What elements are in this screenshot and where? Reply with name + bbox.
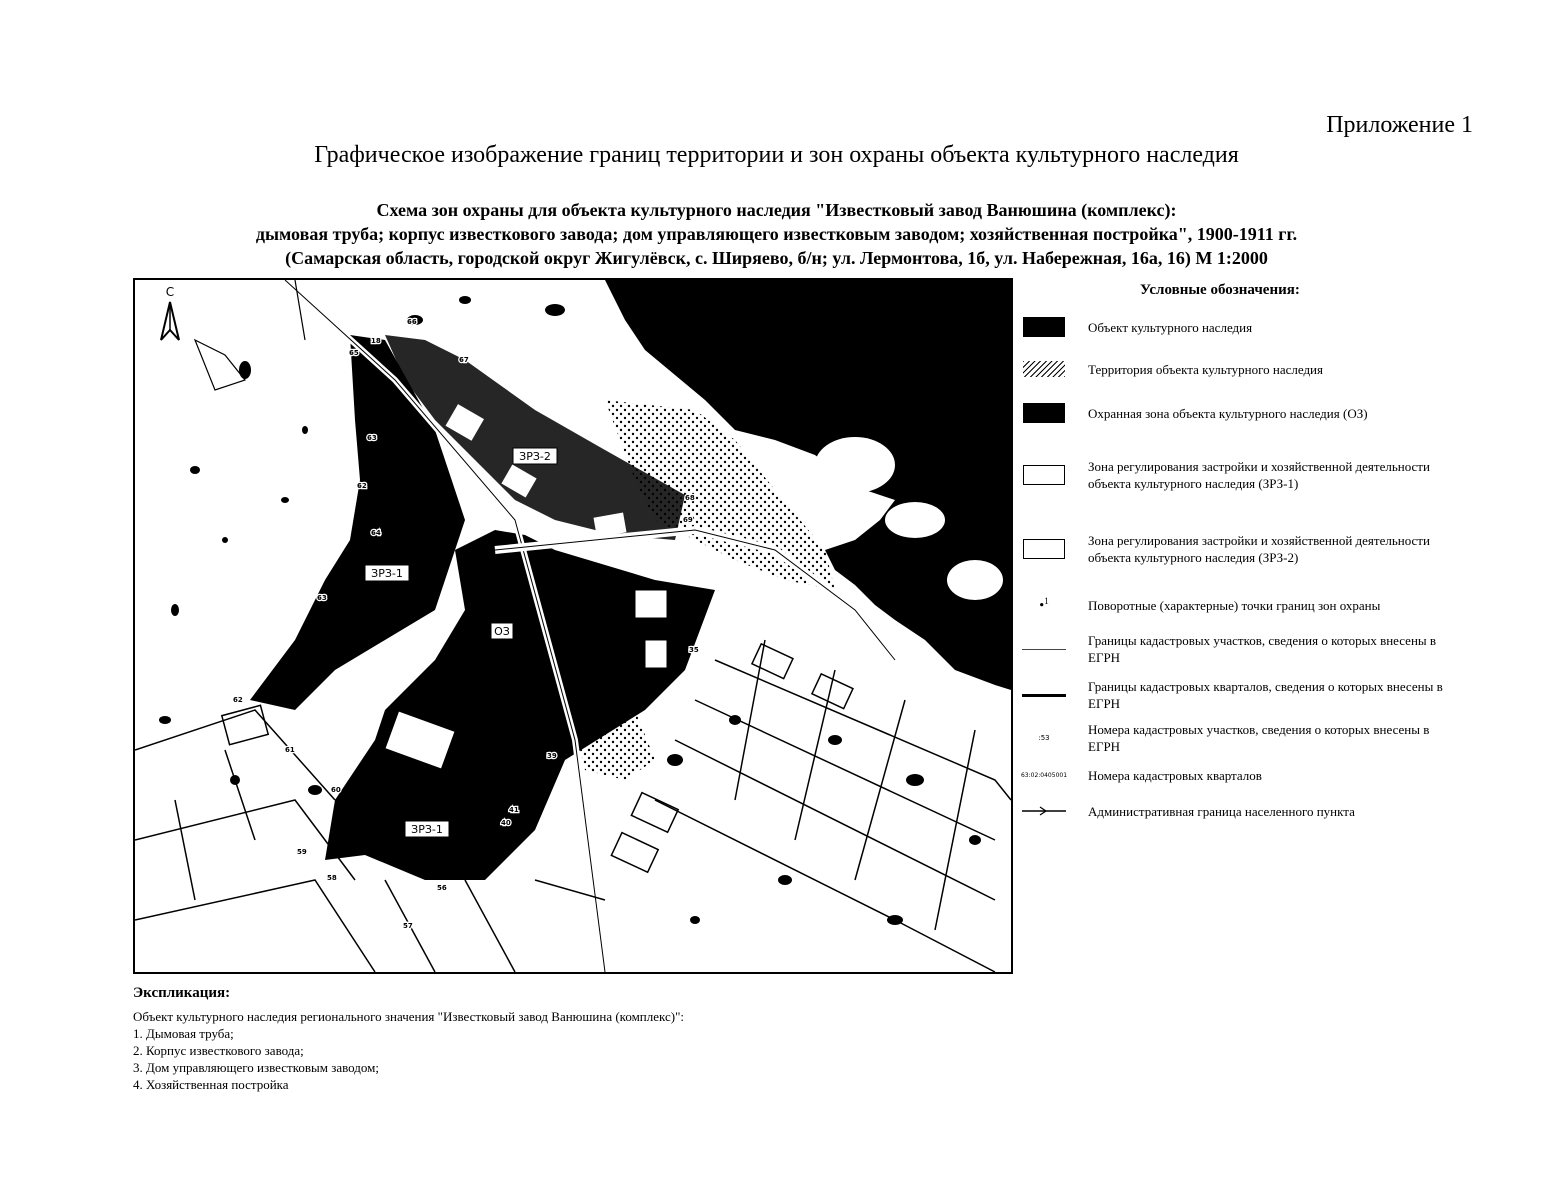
point-number: 65 <box>349 349 359 357</box>
water-patch <box>885 502 945 538</box>
legend-small-number-icon <box>1022 764 1066 786</box>
explication-item: 2. Корпус известкового завода; <box>133 1043 304 1058</box>
legend-arrow-line-icon <box>1022 800 1066 822</box>
legend-title: Условные обозначения: <box>1140 282 1300 298</box>
legend-text: Номера кадастровых кварталов <box>1088 767 1262 783</box>
legend-item-quarter-boundaries <box>1022 678 1448 712</box>
point-number: 62 <box>233 696 243 704</box>
scheme-title-line-2: дымовая труба; корпус известкового завода; дом управляющего известковым заводом; хозяйственная постройка", 1900-1911 гг. <box>255 224 1298 244</box>
legend-point-sample: 1 <box>1044 595 1049 606</box>
legend-text: Границы кадастровых кварталов, сведения о которых внесены в ЕГРН <box>1088 679 1443 711</box>
legend-item-parcel-boundaries <box>1022 632 1448 666</box>
zone-label-zrz1-upper: ЗРЗ-1 <box>371 567 403 580</box>
point-number: 58 <box>327 874 337 882</box>
cadastral-parcels <box>611 640 1011 972</box>
point-number: 63 <box>317 594 327 602</box>
explication-item: 3. Дом управляющего известковым заводом; <box>133 1060 379 1075</box>
legend-item-parcel-numbers <box>1022 721 1448 755</box>
zone-label-oz: ОЗ <box>494 625 510 638</box>
explication-intro: Объект культурного наследия регионального значения "Известковый завод Ванюшина (комплекс)": <box>133 1009 685 1024</box>
legend-item-protection-zone <box>1022 402 1448 424</box>
legend-text: Административная граница населенного пункта <box>1088 803 1355 819</box>
point-number: 56 <box>437 884 447 892</box>
legend-item-heritage-territory <box>1022 358 1448 380</box>
legend-point-icon: •$^1$ <box>1039 595 1049 614</box>
explication-item: 4. Хозяйственная постройка <box>133 1077 289 1092</box>
explication <box>133 985 684 1093</box>
legend-item-zrz1 <box>1022 458 1448 492</box>
legend-parcel-sample: :53 <box>1038 734 1050 742</box>
explication-item: 1. Дымовая труба; <box>133 1026 234 1041</box>
building <box>645 640 667 668</box>
point-number: 66 <box>407 318 417 326</box>
point-number: 68 <box>685 494 695 502</box>
legend-text: Границы кадастровых участков, сведения о которых внесены в ЕГРН <box>1088 633 1437 665</box>
legend-hatched-icon <box>1022 358 1066 380</box>
legend-solid-black-icon <box>1022 402 1066 424</box>
point-number: 35 <box>689 646 699 654</box>
point-number: 18 <box>371 337 381 345</box>
legend-outlined-box-icon <box>1022 464 1066 486</box>
point-number: 67 <box>459 356 469 364</box>
legend-text: Зона регулирования застройки и хозяйственной деятельности объекта культурного наследия (ЗРЗ-1) <box>1088 459 1430 491</box>
map-drawing <box>135 280 1011 972</box>
appendix-label: Приложение 1 <box>1326 112 1473 138</box>
legend-item-quarter-numbers <box>1022 764 1448 786</box>
point-number: 61 <box>285 746 295 754</box>
legend-thick-line-icon <box>1022 684 1066 706</box>
point-number: 69 <box>683 516 693 524</box>
legend-text: Объект культурного наследия <box>1088 319 1253 335</box>
legend-item-heritage-object <box>1022 316 1448 338</box>
point-number: 59 <box>297 848 307 856</box>
water-patch <box>947 560 1003 600</box>
legend-text: Поворотные (характерные) точки границ зон охраны <box>1088 597 1381 613</box>
legend-item-zrz2 <box>1022 532 1448 566</box>
legend-text: Номера кадастровых участков, сведения о которых внесены в ЕГРН <box>1088 722 1430 754</box>
legend-text: Зона регулирования застройки и хозяйственной деятельности объекта культурного наследия (ЗРЗ-2) <box>1088 533 1430 565</box>
point-number: 41 <box>509 806 519 814</box>
legend-solid-black-icon <box>1022 316 1066 338</box>
legend-text: Охранная зона объекта культурного наследия (ОЗ) <box>1088 405 1368 421</box>
point-number: 57 <box>403 922 413 930</box>
north-label: С <box>165 285 175 299</box>
legend-small-number-icon <box>1022 727 1066 749</box>
zone-label-zrz1-lower: ЗРЗ-1 <box>411 823 443 836</box>
legend-thin-line-icon <box>1022 638 1066 660</box>
point-number: 62 <box>357 482 367 490</box>
scheme-title-line-1: Схема зон охраны для объекта культурного наследия "Известковый завод Ванюшина (комплекс): <box>376 200 1177 220</box>
point-number: 39 <box>547 752 557 760</box>
legend-item-admin-boundary <box>1022 800 1448 822</box>
legend-text: Территория объекта культурного наследия <box>1088 361 1323 377</box>
explication-title: Экспликация: <box>133 985 231 1001</box>
page-title: Графическое изображение границ территории и зон охраны объекта культурного наследия <box>314 142 1239 168</box>
north-arrow <box>161 285 179 340</box>
water-patch <box>815 437 895 493</box>
building <box>635 590 667 618</box>
point-number: 40 <box>501 819 511 827</box>
point-number: 63 <box>367 434 377 442</box>
point-number: 64 <box>371 529 381 537</box>
legend-outlined-box-icon <box>1022 538 1066 560</box>
map-panel <box>133 278 1013 974</box>
zone-label-zrz2: ЗРЗ-2 <box>519 450 551 463</box>
legend-item-turning-points <box>1022 594 1448 616</box>
point-number: 60 <box>331 786 341 794</box>
scheme-title-line-3: (Самарская область, городской округ Жигулёвск, с. Ширяево, б/н; ул. Лермонтова, 1б, ул. Набережная, 16а, 16) М 1:2000 <box>285 248 1268 268</box>
legend-quarter-sample: 63:02:0405001 <box>1020 771 1068 779</box>
scheme-title <box>120 198 1433 270</box>
